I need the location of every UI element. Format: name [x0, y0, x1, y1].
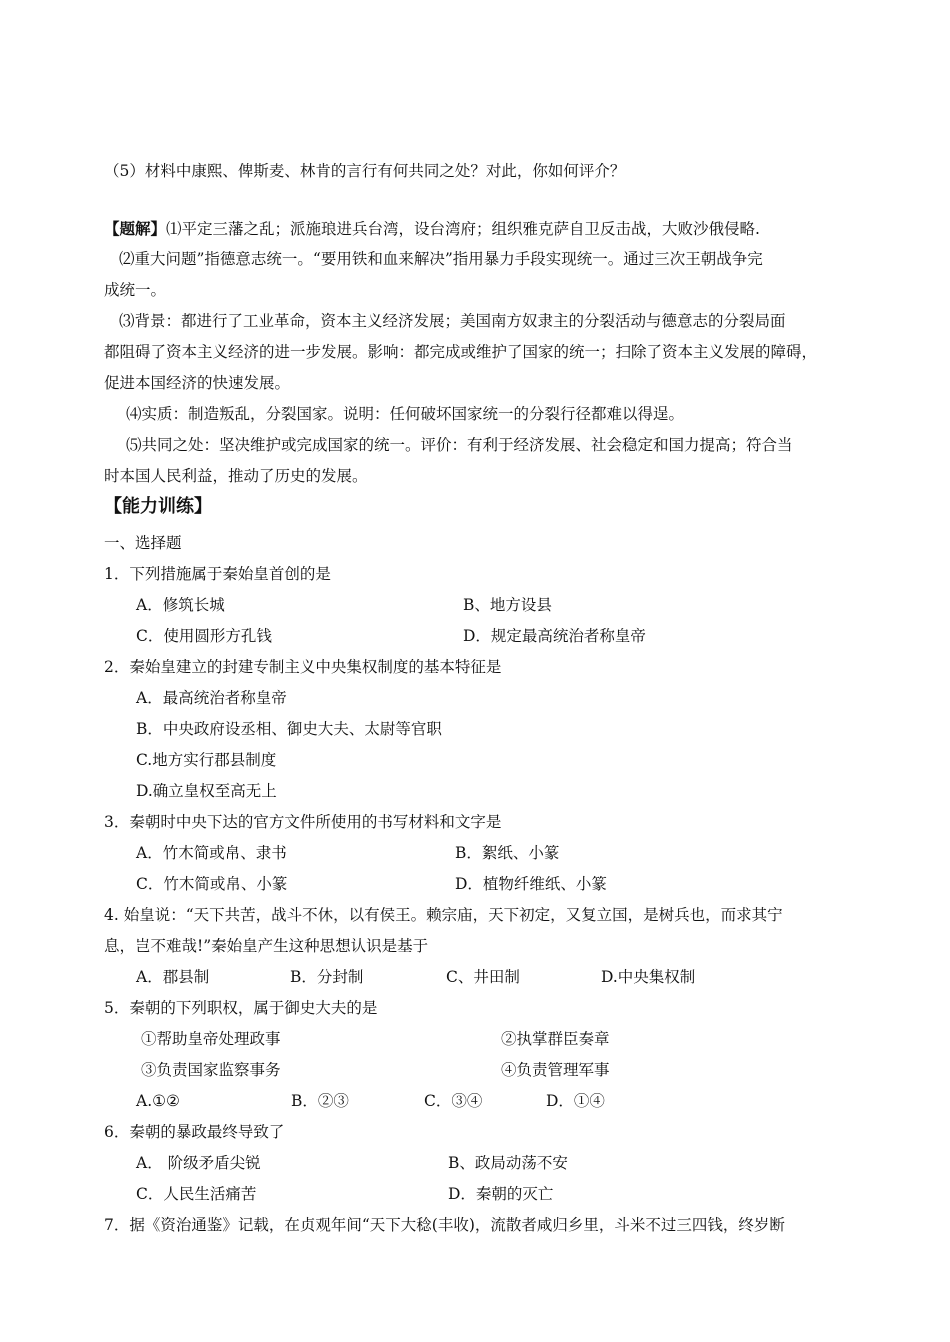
- question-2-option-d: D.确立皇权至高无上: [136, 782, 277, 800]
- question-6-stem: 6．秦朝的暴政最终导致了: [104, 1123, 285, 1141]
- answer-part-2b: 成统一。: [104, 281, 167, 299]
- answer-label: 【题解】: [104, 220, 167, 238]
- question-7-stem: 7．据《资治通鉴》记载，在贞观年间“天下大稔(丰收)，流散者咸归乡里，斗米不过三四钱，终岁断: [104, 1216, 785, 1234]
- question-1-option-d: D．规定最高统治者称皇帝: [463, 627, 646, 645]
- answer-part-1: ⑴平定三藩之乱；派施琅进兵台湾，设台湾府；组织雅克萨自卫反击战，大败沙俄侵略.: [166, 220, 760, 238]
- question-5-stem: 5．秦朝的下列职权，属于御史大夫的是: [104, 999, 378, 1017]
- answer-part-3b: 都阻碍了资本主义经济的进一步发展。影响：都完成或维护了国家的统一；扫除了资本主义发展的障碍，: [104, 343, 818, 361]
- question-4-option-b: B．分封制: [290, 968, 364, 986]
- answer-part-3a: ⑶背景：都进行了工业革命，资本主义经济发展；美国南方奴隶主的分裂活动与德意志的分裂局面: [119, 312, 786, 330]
- question-3-option-c: C．竹木简或帛、小篆: [136, 875, 288, 893]
- question-2-option-b: B．中央政府设丞相、御史大夫、太尉等官职: [136, 720, 442, 738]
- question-5-option-c: C．③④: [424, 1092, 483, 1110]
- question-1-stem: 1．下列措施属于秦始皇首创的是: [104, 565, 331, 583]
- question-5-option-a: A.①②: [136, 1092, 180, 1110]
- question-1-option-a: A．修筑长城: [136, 596, 225, 614]
- question-5-prompt: （5）材料中康熙、俾斯麦、林肯的言行有何共同之处？对此，你如何评介？: [104, 162, 626, 180]
- question-6-option-d: D．秦朝的灭亡: [448, 1185, 554, 1203]
- question-6-option-a: A． 阶级矛盾尖锐: [136, 1154, 261, 1172]
- answer-part-3c: 促进本国经济的快速发展。: [104, 374, 291, 392]
- answer-line-1: [104, 219, 760, 239]
- question-4-option-c: C、井田制: [446, 968, 520, 986]
- question-5-item-1: ①帮助皇帝处理政事: [141, 1030, 281, 1048]
- question-2-option-a: A．最高统治者称皇帝: [136, 689, 287, 707]
- answer-part-5b: 时本国人民利益，推动了历史的发展。: [104, 467, 368, 485]
- question-4-option-d: D.中央集权制: [601, 968, 696, 986]
- question-3-stem: 3．秦朝时中央下达的官方文件所使用的书写材料和文字是: [104, 813, 502, 831]
- question-3-option-d: D．植物纤维纸、小篆: [455, 875, 607, 893]
- question-6-option-b: B、政局动荡不安: [448, 1154, 568, 1172]
- question-5-item-4: ④负责管理军事: [501, 1061, 610, 1079]
- question-4-stem-2: 息，岂不难哉!”秦始皇产生这种思想认识是基于: [104, 937, 429, 955]
- question-4-stem-1: 4. 始皇说：“天下共苦，战斗不休，以有侯王。赖宗庙，天下初定，又复立国，是树兵也，而求其宁: [104, 906, 783, 924]
- section-subtitle: 一、选择题: [104, 534, 182, 552]
- section-title: 【能力训练】: [104, 496, 212, 517]
- answer-part-2a: ⑵重大问题”指德意志统一。“要用铁和血来解决”指用暴力手段实现统一。通过三次王朝战争完: [119, 250, 763, 268]
- question-6-option-c: C．人民生活痛苦: [136, 1185, 257, 1203]
- question-5-option-b: B．②③: [291, 1092, 349, 1110]
- question-4-option-a: A．郡县制: [136, 968, 210, 986]
- answer-part-4: ⑷实质：制造叛乱，分裂国家。说明：任何破坏国家统一的分裂行径都难以得逞。: [126, 405, 685, 423]
- answer-part-5a: ⑸共同之处：坚决维护或完成国家的统一。评价：有利于经济发展、社会稳定和国力提高；符合当: [126, 436, 793, 454]
- question-3-option-a: A．竹木简或帛、隶书: [136, 844, 287, 862]
- question-2-option-c: C.地方实行郡县制度: [136, 751, 277, 769]
- question-5-option-d: D．①④: [546, 1092, 605, 1110]
- question-1-option-b: B、地方设县: [463, 596, 552, 614]
- question-1-option-c: C．使用圆形方孔钱: [136, 627, 272, 645]
- question-5-item-3: ③负责国家监察事务: [141, 1061, 281, 1079]
- question-3-option-b: B．絮纸、小篆: [455, 844, 560, 862]
- question-2-stem: 2．秦始皇建立的封建专制主义中央集权制度的基本特征是: [104, 658, 502, 676]
- question-5-item-2: ②执掌群臣奏章: [501, 1030, 610, 1048]
